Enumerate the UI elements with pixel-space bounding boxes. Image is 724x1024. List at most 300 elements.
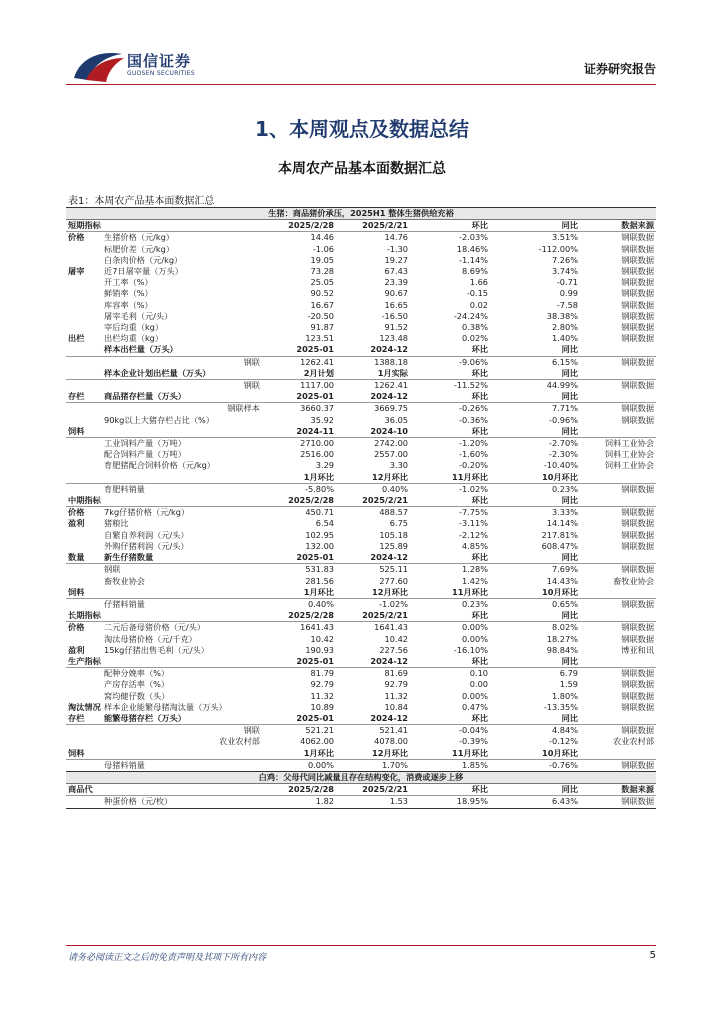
current-value-cell: 16.67 [310,299,334,310]
mom-change-cell: -7.75% [459,507,488,518]
page-number: 5 [649,950,656,961]
current-value-cell: 102.95 [305,529,334,540]
category-cell: 中期指标 [68,495,101,506]
yoy-change-cell: -2.30% [549,449,578,460]
source-cell: 饲料工业协会 [604,460,655,471]
category-cell [66,344,102,356]
table-section-title-row [66,208,656,220]
yoy-change-cell: -2.70% [549,438,578,449]
current-value-cell: 35.92 [310,414,334,425]
source-cell: 数据来源 [580,784,656,796]
source-cell: 钢联数据 [621,633,655,644]
table-header-row [66,495,656,507]
mom-change-cell: -0.04% [459,725,488,736]
yoy-change-cell: -0.96% [549,414,578,425]
previous-value-cell: 3.30 [389,460,408,471]
yoy-change-cell: 0.65% [551,598,578,609]
indicator-cell: 钢联 [104,564,121,575]
mom-change-cell: 环比 [410,552,490,564]
indicator-cell [102,610,262,622]
category-cell [66,736,102,747]
mom-change-cell: 0.00% [461,622,488,633]
mom-change-cell: -1.14% [459,254,488,265]
yoy-change-cell: 同比 [490,713,580,725]
category-cell: 生产指标 [68,655,101,666]
indicator-cell: 标肥价差（元/kg） [104,243,175,254]
table-row [66,415,656,426]
source-cell [580,391,656,403]
previous-value-cell: -1.30 [386,243,408,254]
current-value-cell: 81.79 [310,668,334,679]
current-value-cell: 1641.43 [300,622,334,633]
source-cell: 钢联数据 [621,356,655,367]
mom-change-cell: 0.23% [461,598,488,609]
mom-change-cell: 0.00% [461,633,488,644]
yoy-change-cell: 3.74% [551,266,578,277]
yoy-change-cell: 10月环比 [490,587,580,599]
yoy-change-cell: 7.69% [551,564,578,575]
table-row [66,518,656,529]
mom-change-cell: 11月环比 [410,748,490,760]
previous-value-cell: 2025/2/21 [336,220,410,232]
previous-value-cell: 36.05 [384,414,408,425]
current-value-cell: 2025/2/28 [262,610,336,622]
table-header-row [66,391,656,403]
current-value-cell: 2025/2/28 [262,495,336,507]
yoy-change-cell: -0.12% [549,736,578,747]
indicator-cell: 屠宰毛利（元/头） [104,310,173,321]
yoy-change-cell: 10月环比 [490,472,580,484]
current-value-cell: 2025-01 [262,344,336,356]
indicator-cell: 钢联 [243,380,260,391]
previous-value-cell: 123.48 [379,333,408,344]
category-cell: 长期指标 [68,610,101,621]
source-cell: 钢联数据 [621,310,655,321]
current-value-cell: 2025-01 [262,391,336,403]
category-cell: 饲料 [66,426,102,438]
category-cell [66,288,102,299]
category-cell [66,415,102,426]
indicator-cell: 窝均健仔数（头） [104,690,170,701]
indicator-cell: 样本出栏量（万头） [102,344,262,356]
source-cell [580,713,656,725]
indicator-cell [102,426,262,438]
mom-change-cell: -0.36% [459,414,488,425]
table-row [66,634,656,645]
previous-value-cell: 4078.00 [374,736,408,747]
current-value-cell: 1月环比 [262,472,336,484]
source-cell [580,587,656,599]
previous-value-cell: 6.75 [389,518,408,529]
current-value-cell: 25.05 [310,277,334,288]
current-value-cell: 73.28 [310,266,334,277]
category-cell [66,322,102,333]
source-cell: 钢联数据 [621,679,655,690]
current-value-cell: 1262.41 [300,356,334,367]
source-cell [580,748,656,760]
footer-disclaimer: 请务必阅读正文之后的免责声明及其项下所有内容 [68,953,267,963]
indicator-cell: 15kg仔猪出售毛利（元/头） [104,644,209,655]
mom-change-cell: 环比 [410,391,490,403]
table-row [66,702,656,713]
yoy-change-cell: -7.58 [556,299,578,310]
category-cell [66,255,102,266]
logo-english-name: GUOSEN SECURITIES [127,70,196,77]
previous-value-cell: 125.89 [379,540,408,551]
category-cell [66,483,102,495]
source-cell [580,656,656,668]
indicator-cell: 母猪料销量 [104,759,145,770]
mom-change-cell: 18.46% [456,243,488,254]
table-row [66,266,656,277]
indicator-cell: 近7日屠宰量（万头） [104,266,183,277]
source-cell: 钢联数据 [621,564,655,575]
table-row [66,356,656,368]
yoy-change-cell: 14.14% [546,518,578,529]
source-cell: 钢联数据 [621,243,655,254]
mom-change-cell: -11.52% [453,380,488,391]
previous-value-cell: 90.67 [384,288,408,299]
table-row [66,645,656,656]
indicator-cell: 工业饲料产量（万吨） [104,438,186,449]
previous-value-cell: 1388.18 [374,356,408,367]
category-cell [66,679,102,690]
yoy-change-cell: 608.47% [541,540,578,551]
indicator-cell: 能繁母猪存栏（万头） [102,713,262,725]
source-cell: 钢联数据 [621,598,655,609]
yoy-change-cell: 7.71% [551,403,578,414]
previous-value-cell: 2024-10 [336,426,410,438]
table-row [66,244,656,255]
table-header-row [66,713,656,725]
category-cell [66,300,102,311]
indicator-cell: 90kg以上大猪存栏占比（%） [104,414,215,425]
current-value-cell: 521.21 [305,725,334,736]
current-value-cell: 450.71 [305,507,334,518]
yoy-change-cell: 0.23% [551,483,578,494]
logo-chinese-name: 国信证券 [127,52,192,70]
previous-value-cell: 2025/2/21 [336,784,410,796]
current-value-cell: -1.06 [312,243,334,254]
yoy-change-cell: 同比 [490,220,580,232]
current-value-cell: 1月环比 [262,748,336,760]
mom-change-cell: 4.85% [461,540,488,551]
current-value-cell: 14.46 [310,232,334,243]
category-cell: 淘汰情况 [68,701,101,712]
current-value-cell: 2025-01 [262,552,336,564]
current-value-cell: 4062.00 [300,736,334,747]
yoy-change-cell: 98.84% [546,644,578,655]
category-cell: 存栏 [66,713,102,725]
previous-value-cell: 67.43 [384,266,408,277]
previous-value-cell: 2025/2/21 [336,610,410,622]
yoy-change-cell: 4.84% [551,725,578,736]
yoy-change-cell: 10月环比 [490,748,580,760]
source-cell [580,610,656,622]
table-header-row [66,368,656,380]
indicator-cell: 出栏均重（kg） [104,333,164,344]
table-row [66,460,656,471]
mom-change-cell: 11月环比 [410,587,490,599]
mom-change-cell: 1.66 [469,277,488,288]
source-cell [580,426,656,438]
current-value-cell: 10.42 [310,633,334,644]
yoy-change-cell: 3.33% [551,507,578,518]
category-cell: 盈利 [68,518,85,529]
source-cell: 钢联数据 [621,403,655,414]
indicator-cell: 宰后均重（kg） [104,322,164,333]
table-row [66,576,656,587]
source-cell: 钢联数据 [621,333,655,344]
yoy-change-cell: 18.27% [546,633,578,644]
table-row [66,483,656,495]
category-cell [66,311,102,322]
current-value-cell: 2025-01 [262,656,336,668]
table-row [66,288,656,299]
previous-value-cell: 92.79 [384,679,408,690]
previous-value-cell: 23.39 [384,277,408,288]
table-header-row [66,220,656,232]
table-row [66,380,656,392]
indicator-cell: 库容率（%） [104,299,153,310]
table-row [66,277,656,288]
source-cell: 钢联数据 [580,796,656,808]
category-cell [66,530,102,541]
indicator-cell [102,656,262,668]
mom-change-cell: 环比 [410,495,490,507]
table-row [66,232,656,244]
mom-change-cell: 0.00% [461,690,488,701]
category-cell: 饲料 [66,587,102,599]
previous-value-cell: 0.40% [381,483,408,494]
category-cell [66,368,102,380]
section-subtitle: 本周农产品基本面数据汇总 [278,161,446,177]
previous-value-cell: 11.32 [384,690,408,701]
previous-value-cell: 1月实际 [336,368,410,380]
mom-change-cell: 0.00 [469,679,488,690]
source-cell: 钢联数据 [621,540,655,551]
current-value-cell: 2025/2/28 [262,784,336,796]
mom-change-cell: 11月环比 [410,472,490,484]
mom-change-cell: 8.69% [461,266,488,277]
current-value-cell: 2月计划 [262,368,336,380]
source-cell: 数据来源 [580,220,656,232]
table-section-title-row [66,771,656,783]
page-header [0,0,724,88]
mom-change-cell: 1.28% [461,564,488,575]
table-row [66,403,656,415]
previous-value-cell: -16.50 [381,310,408,321]
table-header-row [66,784,656,796]
category-cell [66,403,102,415]
data-summary-table-wrapper [66,207,656,809]
category-cell: 存栏 [66,391,102,403]
indicator-cell [102,495,262,507]
yoy-change-cell: -13.35% [543,701,578,712]
table-row [66,311,656,322]
yoy-change-cell: 3.51% [551,232,578,243]
current-value-cell: 123.51 [305,333,334,344]
indicator-cell: 二元后备母猪价格（元/头） [104,622,206,633]
current-value-cell: 1月环比 [262,587,336,599]
category-cell [66,277,102,288]
mom-change-cell: -2.12% [459,529,488,540]
source-cell: 钢联数据 [621,277,655,288]
mom-change-cell: 环比 [410,344,490,356]
indicator-cell [102,587,262,599]
category-cell [66,380,102,392]
table-row [66,438,656,450]
indicator-cell: 配种分娩率（%） [104,668,170,679]
indicator-cell: 生猪价格（元/kg） [104,232,175,243]
current-value-cell: 1.82 [262,796,336,808]
previous-value-cell: 488.57 [379,507,408,518]
category-cell [66,244,102,255]
mom-change-cell: -0.20% [459,460,488,471]
category-cell: 价格 [68,507,85,518]
table-row [66,668,656,680]
table-header-row [66,656,656,668]
table-row [66,736,656,747]
yoy-change-cell: 同比 [490,495,580,507]
indicator-cell: 育肥猪配合饲料价格（元/kg） [104,460,215,471]
source-cell: 钢联数据 [621,668,655,679]
current-value-cell: 90.52 [310,288,334,299]
current-value-cell: 2710.00 [300,438,334,449]
current-value-cell: 92.79 [310,679,334,690]
yoy-change-cell: 1.59 [559,679,578,690]
current-value-cell: 2516.00 [300,449,334,460]
category-cell: 短期指标 [68,220,101,231]
previous-value-cell: 2024-12 [336,344,410,356]
current-value-cell: 6.54 [315,518,334,529]
category-cell: 价格 [68,232,85,243]
mom-change-cell: 0.10 [469,668,488,679]
source-cell [580,495,656,507]
indicator-cell: 畜牧业协会 [104,575,145,586]
mom-change-cell: -0.26% [459,403,488,414]
table-row [66,679,656,690]
category-cell: 价格 [68,622,85,633]
category-cell [66,796,102,808]
yoy-change-cell: 同比 [490,426,580,438]
indicator-cell [102,748,262,760]
yoy-change-cell: 8.02% [551,622,578,633]
current-value-cell: 281.56 [305,575,334,586]
table-row [66,759,656,771]
source-cell: 钢联数据 [621,232,655,243]
indicator-cell: 钢联 [243,725,260,736]
report-type-label: 证券研究报告 [583,62,656,76]
table-caption: 表1：本周农产品基本面数据汇总 [68,196,215,207]
table-row [66,796,656,808]
previous-value-cell: 91.52 [384,322,408,333]
yoy-change-cell: 同比 [490,656,580,668]
table-section-title: 白鸡：父母代同比减量且存在结构变化，消费或逐步上移 [66,771,656,783]
table-row [66,333,656,344]
yoy-change-cell: 38.38% [546,310,578,321]
mom-change-cell: 0.02 [469,299,488,310]
mom-change-cell: 环比 [410,368,490,380]
indicator-cell: 自繁自养利润（元/头） [104,529,189,540]
yoy-change-cell: 14.43% [546,575,578,586]
table-row [66,598,656,610]
mom-change-cell: -0.39% [459,736,488,747]
category-cell: 饲料 [66,748,102,760]
table-row [66,322,656,333]
source-cell: 钢联数据 [621,622,655,633]
indicator-cell: 钢联样本 [227,403,260,414]
previous-value-cell: 1.70% [381,759,408,770]
table-header-row [66,610,656,622]
yoy-change-cell: 217.81% [541,529,578,540]
yoy-change-cell: -0.71 [556,277,578,288]
table-section-title: 生猪：商品猪价承压，2025H1 整体生猪供给充裕 [66,208,656,220]
indicator-cell [102,220,262,232]
table-header-row [66,426,656,438]
mom-change-cell: 0.02% [461,333,488,344]
category-cell: 商品代 [66,784,102,796]
category-cell [66,598,102,610]
current-value-cell: 0.40% [307,598,334,609]
current-value-cell: 10.89 [310,701,334,712]
yoy-change-cell: 同比 [490,344,580,356]
indicator-cell: 淘汰母猪价格（元/千克） [104,633,197,644]
data-summary-table [66,207,656,809]
category-cell: 数量 [66,552,102,564]
current-value-cell: 3660.37 [300,403,334,414]
table-row [66,449,656,460]
previous-value-cell: 525.11 [379,564,408,575]
current-value-cell: 1117.00 [300,380,334,391]
table-row [66,255,656,266]
source-cell: 钢联数据 [621,518,655,529]
header-divider [66,84,656,85]
indicator-cell [102,784,262,796]
indicator-cell: 育肥料销量 [104,483,145,494]
current-value-cell: 91.87 [310,322,334,333]
indicator-cell: 种蛋价格（元/枚） [102,796,262,808]
current-value-cell: 19.05 [310,254,334,265]
source-cell: 钢联数据 [621,288,655,299]
table-header-row [66,552,656,564]
mom-change-cell: 环比 [410,426,490,438]
source-cell: 农业农村部 [613,736,655,747]
category-cell [66,449,102,460]
table-row [66,691,656,702]
current-value-cell: 0.00% [307,759,334,770]
previous-value-cell: 12月环比 [336,748,410,760]
previous-value-cell: 19.27 [384,254,408,265]
yoy-change-cell: 同比 [490,784,580,796]
previous-value-cell: 10.42 [384,633,408,644]
yoy-change-cell: 6.15% [551,356,578,367]
table-header-row [66,587,656,599]
mom-change-cell: -0.15 [466,288,488,299]
category-cell: 屠宰 [68,266,85,277]
source-cell: 饲料工业协会 [604,449,655,460]
category-cell [66,759,102,771]
previous-value-cell: 105.18 [379,529,408,540]
table-row [66,300,656,311]
mom-change-cell: -16.10% [453,644,488,655]
previous-value-cell: 2557.00 [374,449,408,460]
table-header-row [66,748,656,760]
source-cell: 钢联数据 [621,690,655,701]
source-cell [580,344,656,356]
previous-value-cell: 14.76 [384,232,408,243]
table-row [66,530,656,541]
